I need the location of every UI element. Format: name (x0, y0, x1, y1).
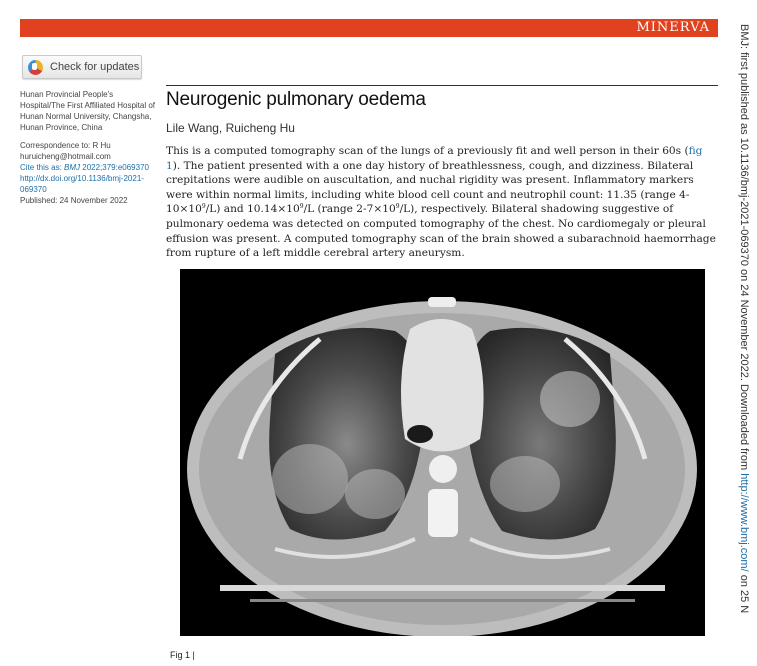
published-date: Published: 24 November 2022 (20, 196, 128, 205)
doi-link[interactable]: http://dx.doi.org/10.1136/bmj-2021-069370 (20, 174, 144, 194)
check-for-updates-button[interactable] (22, 55, 142, 79)
download-watermark: BMJ: first published as 10.1136/bmj-2021-069370 on 24 November 2022. Downloaded from http://www.bmj.com/ on 25 N (738, 24, 750, 614)
figure-caption: Fig 1 | (170, 650, 195, 660)
correspondence-label: Correspondence to: R Hu (20, 141, 111, 150)
cite-this-as: Cite this as: BMJ 2022;379:e069370 (20, 163, 149, 172)
crossmark-icon (28, 60, 43, 75)
section-label: MINERVA (636, 20, 710, 35)
article-sidebar (20, 89, 158, 213)
figure-link[interactable]: fig 1 (166, 145, 703, 172)
article-title: Neurogenic pulmonary oedema (166, 89, 426, 110)
title-divider (166, 85, 718, 86)
journal-header-bar (20, 19, 718, 37)
ct-scan-image (180, 269, 705, 636)
check-for-updates-label: Check for updates (50, 61, 140, 73)
affiliation: Hunan Provincial People's Hospital/The First Affiliated Hospital of Hunan Normal University, Changsha, Hunan Province, China (20, 90, 156, 132)
ct-scan-drawing (180, 269, 705, 636)
article-body: This is a computed tomography scan of the lungs of a previously fit and well person in their 60s (fig 1). The patient presented with a one day history of breathlessness, cough, and dizziness. Bilateral crepitations were audible on auscultation, and nuchal rigidity was present. Inflammatory markers were within normal limits, including white blood cell count and neutrophil count: 11.35 (range $4-10\times 10^9/L$) and $10.14\times 10^9/L$ (range $2-7\times 10^9/L$), respectively. Bilateral shadowing suggestive of pulmonary oedema was detected on computed tomography of the chest. No cardiomegaly or pleural effusion was present. A computed tomography scan of the brain showed a subarachnoid haemorrhage from rupture of a left middle cerebral artery aneurysm. (166, 145, 716, 260)
correspondence-email[interactable]: huruicheng@hotmail.com (20, 152, 111, 161)
article-authors: Lile Wang, Ruicheng Hu (166, 121, 295, 135)
bmj-site-link[interactable]: http://www.bmj.com/ (738, 473, 750, 572)
correspondence (20, 140, 158, 206)
